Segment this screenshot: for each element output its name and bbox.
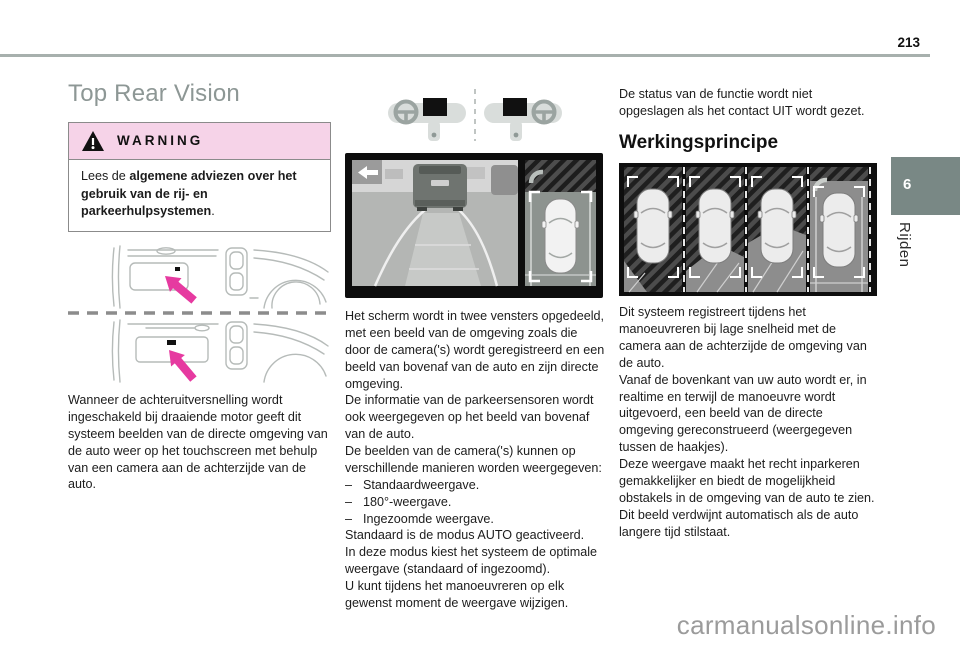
rear-camera-dot-bottom [167,340,176,345]
mid-paragraph: In deze modus kiest het systeem de optimale weergave (standaard of ingezoomd). [345,545,598,577]
right-paragraph: Dit systeem registreert tijdens het manoeuvreren bij lage snelheid met de camera aan de achterzijde de omgeving van de auto. [619,305,867,370]
vehicle-line-art-bottom [113,320,329,382]
right-intro-paragraph: De status van de functie wordt niet opgeslagen als het contact UIT wordt gezet. [619,87,865,118]
sequence-panel-2 [686,167,744,292]
rear-camera-window [352,160,518,286]
mid-paragraph: Standaard is de modus AUTO geactiveerd. [345,528,585,543]
display-mode-label: Ingezoomde weergave. [363,511,494,526]
display-mode-item [345,511,605,528]
mid-paragraph: U kunt tijdens het manoeuvreren op elk gewenst moment de weergave wijzigen. [345,579,569,610]
warning-text-bold: algemene adviezen over het gebruik van de rij- en parkeerhulpsystemen [81,169,297,219]
camera-pointer-arrow-top [159,269,200,307]
rear-camera-location-illustration [68,242,331,384]
right-paragraph: Vanaf de bovenkant van uw auto wordt er, in realtime en terwijl de manoeuvre wordt uitgevoerd, een beeld van de directe omgeving gereconstrueerd (weergegeven tussen de haakjes). [619,372,867,455]
list-dash: – [345,494,353,509]
middle-column [345,88,605,612]
list-dash: – [345,511,353,526]
warning-text-suffix: . [211,204,215,219]
mid-paragraph: Het scherm wordt in twee vensters opgedeeld, met een beeld van de omgeving zoals die door de camera('s) wordt geregistreerd en een beeld van bovenaf van de auto en zijn directe omgeving. [345,309,605,391]
warning-text-prefix: Lees de [81,169,130,184]
header-rule [0,54,930,57]
warning-label: WARNING [117,133,204,149]
left-paragraph: Wanneer de achteruitversnelling wordt ingeschakeld bij draaiende motor geeft dit systeem beelden van de directe omgeving van de auto weer op het touchscreen met behulp van een camera aan de achterzijde van de auto. [68,393,328,492]
sequence-panel-3 [748,167,806,292]
rear-camera-dot-top [175,267,180,271]
display-mode-label: 180°-weergave. [363,494,452,509]
sequence-panel-4 [810,167,868,292]
display-mode-item [345,494,605,511]
page-number: 213 [897,35,920,50]
dashboard-position-icons [380,88,570,143]
left-column [68,78,331,493]
reconstruction-sequence-image [619,163,877,296]
warning-body [69,160,330,231]
own-car-top-view [542,199,579,273]
mid-paragraph: De beelden van de camera('s) kunnen op verschillende manieren worden weergegeven: [345,444,602,475]
camera-pointer-arrow-bottom [162,344,200,384]
rhd-dashboard-icon [484,98,562,141]
sequence-panel-1 [624,167,682,292]
warning-box [68,122,331,232]
camera-view-image [345,153,603,298]
lhd-dashboard-icon [388,98,466,141]
vehicle-ahead [413,164,467,211]
display-mode-label: Standaardweergave. [363,477,480,492]
warning-triangle-icon [81,130,105,152]
list-dash: – [345,477,353,492]
top-view-window [525,160,596,286]
vehicle-line-art-top [113,246,329,308]
warning-header [69,123,330,160]
right-paragraph: Deze weergave maakt het recht inparkeren gemakkelijker en biedt de mogelijkheid obstakels in de omgeving van de auto te zien. Dit beeld verdwijnt automatisch als de auto langere tijd stilstaat. [619,457,875,539]
right-column [619,86,879,540]
chapter-number: 6 [903,176,912,193]
chapter-label: Rijden [896,222,913,268]
subsection-heading: Werkingsprincipe [619,131,779,153]
chapter-tab [891,157,960,215]
watermark: carmanualsonline.info [676,610,936,640]
section-title: Top Rear Vision [68,80,240,107]
mid-paragraph: De informatie van de parkeersensoren wordt ook weergegeven op het beeld van bovenaf van de auto. [345,393,594,442]
display-mode-item [345,477,605,494]
